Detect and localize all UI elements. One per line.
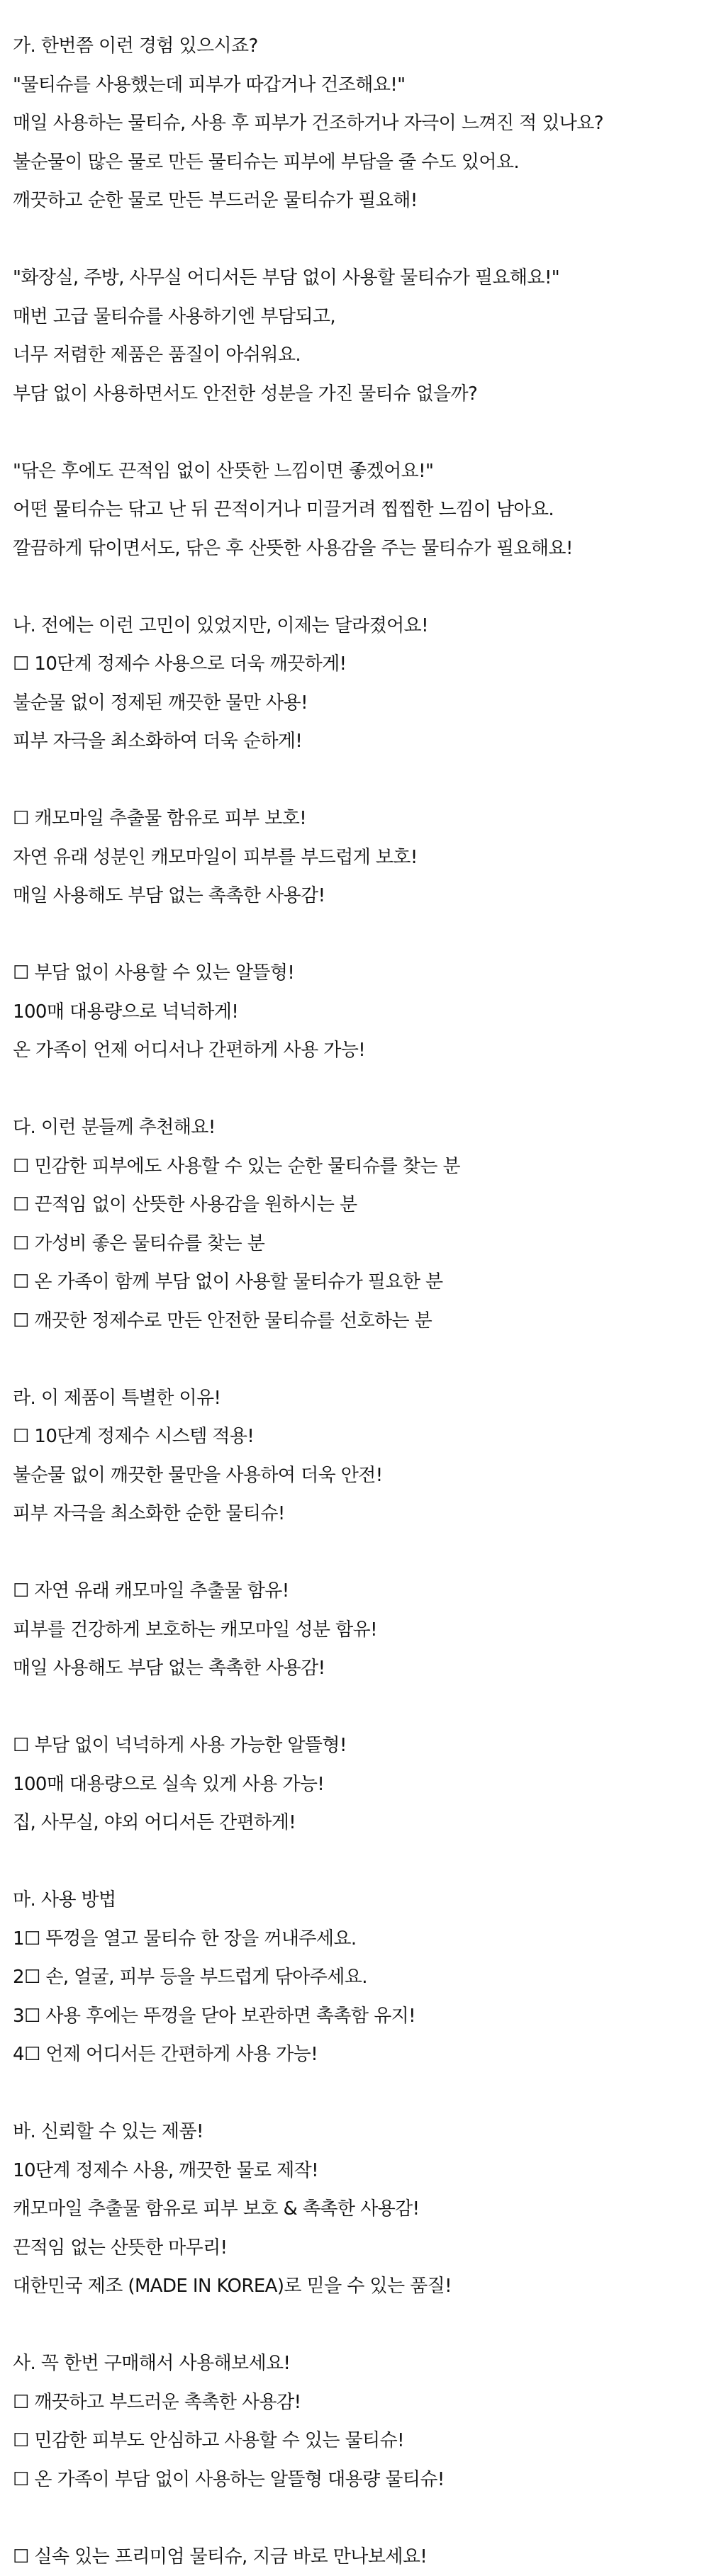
text-line: 매일 사용해도 부담 없는 촉촉한 사용감! — [13, 877, 709, 916]
text-line: ☐ 끈적임 없이 산뜻한 사용감을 원하시는 분 — [13, 1186, 709, 1225]
blank-line — [13, 2306, 709, 2345]
blank-line — [13, 413, 709, 452]
text-line: ☐ 실속 있는 프리미엄 물티슈, 지금 바로 만나보세요! — [13, 2538, 709, 2576]
text-line: 깔끔하게 닦이면서도, 닦은 후 산뜻한 사용감을 주는 물티슈가 필요해요! — [13, 529, 709, 568]
blank-line — [13, 220, 709, 259]
text-line: ☐ 깨끗한 정제수로 만든 안전한 물티슈를 선호하는 분 — [13, 1302, 709, 1341]
text-line: 온 가족이 언제 어디서나 간편하게 사용 가능! — [13, 1031, 709, 1070]
text-line: 2☐ 손, 얼굴, 피부 등을 부드럽게 닦아주세요. — [13, 1958, 709, 1997]
text-line: ☐ 깨끗하고 부드러운 촉촉한 사용감! — [13, 2383, 709, 2422]
text-line: 매일 사용하는 물티슈, 사용 후 피부가 건조하거나 자극이 느껴진 적 있나요? — [13, 104, 709, 143]
text-line: 자연 유래 성분인 캐모마일이 피부를 부드럽게 보호! — [13, 838, 709, 877]
text-line: ☐ 온 가족이 함께 부담 없이 사용할 물티슈가 필요한 분 — [13, 1263, 709, 1302]
text-line: 불순물 없이 정제된 깨끗한 물만 사용! — [13, 684, 709, 723]
text-line: 다. 이런 분들께 추천해요! — [13, 1108, 709, 1147]
text-line: 매번 고급 물티슈를 사용하기엔 부담되고, — [13, 298, 709, 337]
blank-line — [13, 1688, 709, 1727]
text-line: ☐ 10단계 정제수 시스템 적용! — [13, 1417, 709, 1456]
text-line: "화장실, 주방, 사무실 어디서든 부담 없이 사용할 물티슈가 필요해요!" — [13, 259, 709, 298]
text-line: ☐ 민감한 피부에도 사용할 수 있는 순한 물티슈를 찾는 분 — [13, 1147, 709, 1186]
text-line: 불순물 없이 깨끗한 물만을 사용하여 더욱 안전! — [13, 1456, 709, 1495]
blank-line — [13, 1070, 709, 1109]
text-line: 100매 대용량으로 실속 있게 사용 가능! — [13, 1765, 709, 1804]
blank-line — [13, 2499, 709, 2538]
text-line: 100매 대용량으로 넉넉하게! — [13, 993, 709, 1032]
text-line: ☐ 민감한 피부도 안심하고 사용할 수 있는 물티슈! — [13, 2422, 709, 2460]
blank-line — [13, 1843, 709, 1882]
text-line: ☐ 부담 없이 넉넉하게 사용 가능한 알뜰형! — [13, 1726, 709, 1765]
text-line: 캐모마일 추출물 함유로 피부 보호 & 촉촉한 사용감! — [13, 2190, 709, 2229]
text-line: 피부 자극을 최소화한 순한 물티슈! — [13, 1495, 709, 1534]
text-line: 10단계 정제수 사용, 깨끗한 물로 제작! — [13, 2152, 709, 2190]
text-line: 4☐ 언제 어디서든 간편하게 사용 가능! — [13, 2035, 709, 2074]
text-line: 부담 없이 사용하면서도 안전한 성분을 가진 물티슈 없을까? — [13, 375, 709, 414]
text-line: 3☐ 사용 후에는 뚜껑을 닫아 보관하면 촉촉함 유지! — [13, 1997, 709, 2036]
text-line: 가. 한번쯤 이런 경험 있으시죠? — [13, 27, 709, 66]
blank-line — [13, 2074, 709, 2113]
text-line: ☐ 캐모마일 추출물 함유로 피부 보호! — [13, 799, 709, 838]
text-line: 끈적임 없는 산뜻한 마무리! — [13, 2229, 709, 2268]
text-line: 불순물이 많은 물로 만든 물티슈는 피부에 부담을 줄 수도 있어요. — [13, 143, 709, 182]
text-line: 사. 꼭 한번 구매해서 사용해보세요! — [13, 2344, 709, 2383]
text-line: 집, 사무실, 야외 어디서든 간편하게! — [13, 1804, 709, 1843]
text-line: 바. 신뢰할 수 있는 제품! — [13, 2113, 709, 2152]
text-line: ☐ 자연 유래 캐모마일 추출물 함유! — [13, 1572, 709, 1611]
text-line: ☐ 온 가족이 부담 없이 사용하는 알뜰형 대용량 물티슈! — [13, 2460, 709, 2499]
blank-line — [13, 568, 709, 607]
text-line: 매일 사용해도 부담 없는 촉촉한 사용감! — [13, 1649, 709, 1688]
text-line: "닦은 후에도 끈적임 없이 산뜻한 느낌이면 좋겠어요!" — [13, 452, 709, 491]
text-line: ☐ 가성비 좋은 물티슈를 찾는 분 — [13, 1225, 709, 1264]
text-line: 대한민국 제조 (MADE IN KOREA)로 믿을 수 있는 품질! — [13, 2267, 709, 2306]
blank-line — [13, 761, 709, 800]
blank-line — [13, 1340, 709, 1379]
text-line: 깨끗하고 순한 물로 만든 부드러운 물티슈가 필요해! — [13, 181, 709, 220]
blank-line — [13, 916, 709, 955]
text-line: 라. 이 제품이 특별한 이유! — [13, 1379, 709, 1418]
text-line: ☐ 10단계 정제수 사용으로 더욱 깨끗하게! — [13, 645, 709, 684]
text-line: 피부를 건강하게 보호하는 캐모마일 성분 함유! — [13, 1611, 709, 1650]
text-line: 1☐ 뚜껑을 열고 물티슈 한 장을 꺼내주세요. — [13, 1920, 709, 1959]
blank-line — [13, 1534, 709, 1573]
text-line: 어떤 물티슈는 닦고 난 뒤 끈적이거나 미끌거려 찝찝한 느낌이 남아요. — [13, 490, 709, 529]
text-line: 나. 전에는 이런 고민이 있었지만, 이제는 달라졌어요! — [13, 607, 709, 646]
text-line: 마. 사용 방법 — [13, 1881, 709, 1920]
text-line: "물티슈를 사용했는데 피부가 따갑거나 건조해요!" — [13, 66, 709, 105]
text-line: 너무 저렴한 제품은 품질이 아쉬워요. — [13, 336, 709, 375]
text-line: ☐ 부담 없이 사용할 수 있는 알뜰형! — [13, 954, 709, 993]
text-line: 피부 자극을 최소화하여 더욱 순하게! — [13, 722, 709, 761]
